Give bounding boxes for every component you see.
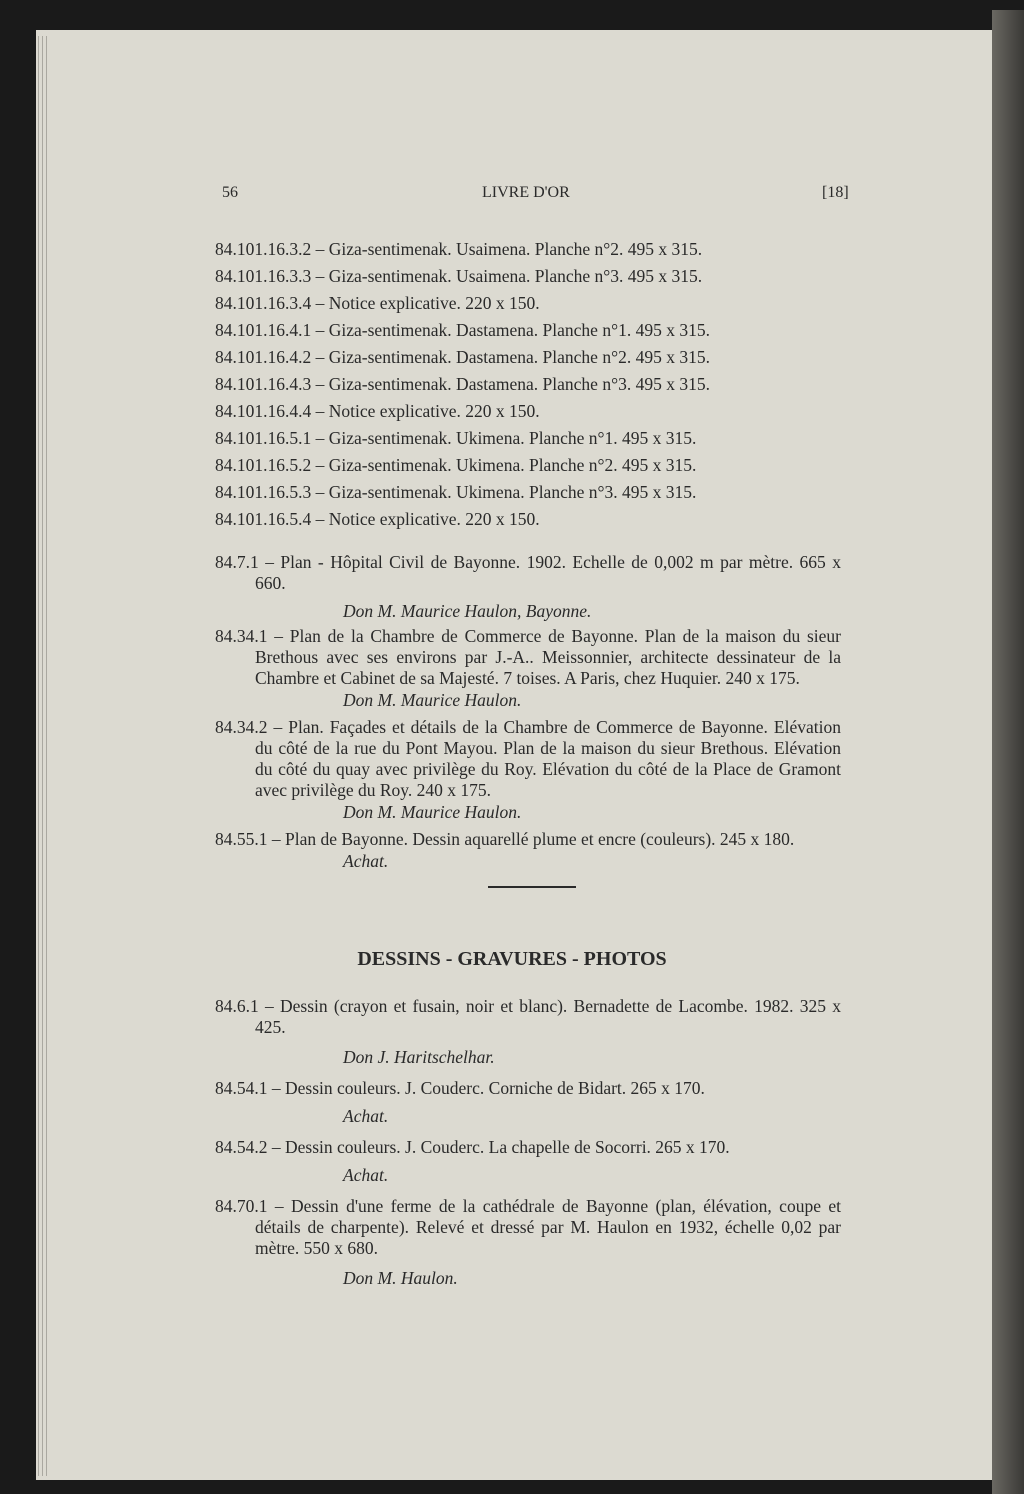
catalog-list <box>215 236 841 533</box>
list-item: 84.101.16.4.3 – Giza-sentimenak. Dastamena. Planche n°3. 495 x 315. <box>215 374 710 394</box>
page-number: 56 <box>222 184 238 201</box>
facing-page-edge <box>992 10 1024 1494</box>
plan-entry: 84.55.1 – Plan de Bayonne. Dessin aquarellé plume et encre (couleurs). 245 x 180. <box>215 829 795 849</box>
running-title: LIVRE D'OR <box>482 184 570 201</box>
list-item: 84.101.16.5.2 – Giza-sentimenak. Ukimena. Planche n°2. 495 x 315. <box>215 455 697 475</box>
list-item: 84.101.16.4.4 – Notice explicative. 220 x 150. <box>215 401 540 421</box>
list-item: 84.101.16.5.1 – Giza-sentimenak. Ukimena. Planche n°1. 495 x 315. <box>215 428 697 448</box>
drawing-entry: 84.54.2 – Dessin couleurs. J. Couderc. La chapelle de Socorri. 265 x 170. <box>215 1137 730 1157</box>
drawing-entry: 84.54.1 – Dessin couleurs. J. Couderc. Corniche de Bidart. 265 x 170. <box>215 1078 705 1098</box>
drawing-entry: 84.6.1 – Dessin (crayon et fusain, noir et blanc). Bernadette de Lacombe. 1982. 325 x 425. <box>215 996 841 1037</box>
list-item: 84.101.16.3.2 – Giza-sentimenak. Usaimena. Planche n°2. 495 x 315. <box>215 239 703 259</box>
page-edge <box>42 36 43 1476</box>
drawing-source: Achat. <box>343 1106 389 1126</box>
list-item: 84.101.16.3.4 – Notice explicative. 220 x 150. <box>215 293 540 313</box>
drawing-source: Achat. <box>343 1165 389 1185</box>
plan-source: Don M. Maurice Haulon, Bayonne. <box>343 601 592 621</box>
list-item: 84.101.16.5.4 – Notice explicative. 220 x 150. <box>215 509 540 529</box>
plan-entry: 84.7.1 – Plan - Hôpital Civil de Bayonne. 1902. Echelle de 0,002 m par mètre. 665 x 660. <box>215 552 841 593</box>
page-edge <box>38 36 39 1476</box>
plan-entry: 84.34.2 – Plan. Façades et détails de la Chambre de Commerce de Bayonne. Elévation du côté de la rue du Pont Mayou. Plan de la maison du sieur Brethous. Elévation du côté du quay avec privilège du Roy. Elévation du côté de la Place de Gramont avec privilège du Roy. 240 x 175. <box>215 717 841 800</box>
drawing-source: Don M. Haulon. <box>343 1268 458 1288</box>
drawing-entry: 84.70.1 – Dessin d'une ferme de la cathédrale de Bayonne (plan, élévation, coupe et détails de charpente). Relevé et dressé par M. Haulon en 1932, échelle 0,02 par mètre. 550 x 680. <box>215 1196 841 1258</box>
plan-source: Don M. Maurice Haulon. <box>343 690 522 710</box>
list-item: 84.101.16.4.2 – Giza-sentimenak. Dastamena. Planche n°2. 495 x 315. <box>215 347 710 367</box>
drawing-source: Don J. Haritschelhar. <box>343 1047 495 1067</box>
list-item: 84.101.16.4.1 – Giza-sentimenak. Dastamena. Planche n°1. 495 x 315. <box>215 320 710 340</box>
page-edge <box>46 36 47 1476</box>
list-item: 84.101.16.3.3 – Giza-sentimenak. Usaimena. Planche n°3. 495 x 315. <box>215 266 703 286</box>
plan-source: Achat. <box>343 851 389 871</box>
section-heading: DESSINS - GRAVURES - PHOTOS <box>357 948 667 970</box>
section-ref: [18] <box>822 184 849 201</box>
list-item: 84.101.16.5.3 – Giza-sentimenak. Ukimena. Planche n°3. 495 x 315. <box>215 482 697 502</box>
drawings-list <box>215 996 841 1289</box>
section-divider <box>488 886 576 888</box>
plan-entry: 84.34.1 – Plan de la Chambre de Commerce de Bayonne. Plan de la maison du sieur Brethous avec ses environs par J.-A.. Meissonnier, architecte dessinateur de la Chambre et Cabinet de sa Majesté. 7 toises. A Paris, chez Huquier. 240 x 175. <box>215 626 841 688</box>
plans-list <box>215 552 841 872</box>
plan-source: Don M. Maurice Haulon. <box>343 802 522 822</box>
